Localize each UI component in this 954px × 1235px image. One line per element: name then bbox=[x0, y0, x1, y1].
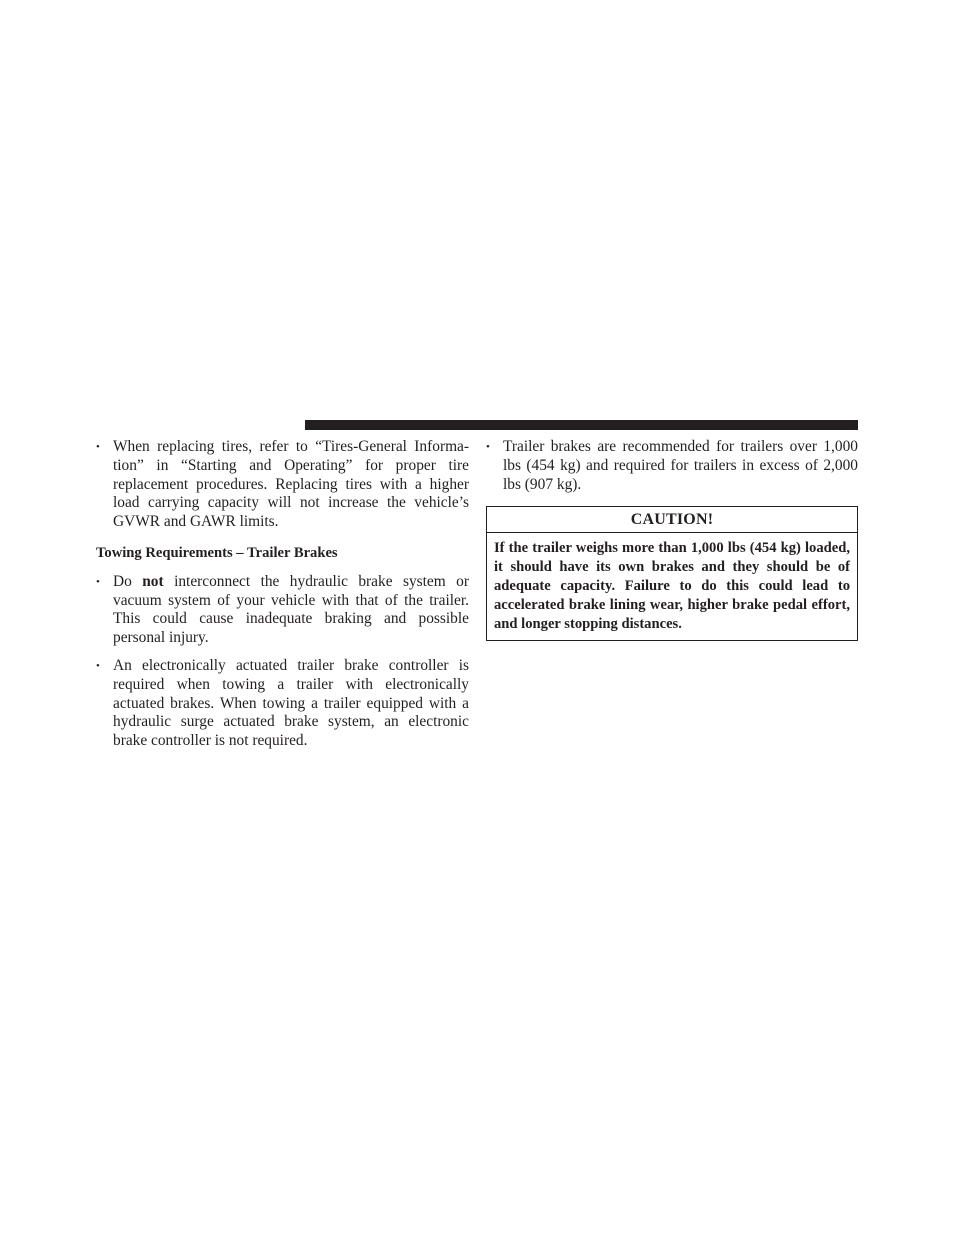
bullet-text: Trailer brakes are recommended for trailers over 1,000 lbs (454 kg) and required for trailers in excess of 2,000 lbs (907 kg). bbox=[503, 438, 858, 493]
bullet-text bbox=[113, 573, 469, 648]
caution-box bbox=[486, 506, 858, 641]
caution-title: CAUTION! bbox=[487, 507, 857, 533]
bullet-icon: • bbox=[96, 575, 100, 588]
bullet-text: An electronically actuated trailer brake controller is required when towing a trailer with electronically actuated brakes. When towing a trailer equipped with a hydraulic surge actuated brake system, an electronic brake controller is not required. bbox=[113, 656, 469, 750]
list-item bbox=[486, 438, 858, 494]
bullet-text-pre: Do bbox=[113, 572, 143, 590]
right-column bbox=[486, 438, 858, 641]
list-item bbox=[96, 573, 469, 648]
list-item bbox=[96, 438, 469, 532]
left-column bbox=[96, 438, 469, 760]
bullet-text: When replacing tires, refer to “Tires-General Informa- tion” in “Starting and Operating” for proper tire replacement procedures. Replacing tires with a higher load carrying capacity will not increase the vehicle’s GVWR and GAWR limits. bbox=[113, 438, 469, 531]
bullet-icon: • bbox=[96, 659, 100, 672]
bullet-icon: • bbox=[486, 441, 490, 453]
section-header-bar bbox=[305, 420, 858, 430]
list-item bbox=[96, 657, 469, 751]
caution-body: If the trailer weighs more than 1,000 lbs (454 kg) loaded, it should have its own brakes and they should be of adequate capacity. Failure to do this could lead to accelerated brake lining wear, higher brake pedal effort, and longer stopping distances. bbox=[494, 540, 850, 632]
bullet-text-post: interconnect the hydraulic brake system or vacuum system of your vehicle with that of the trailer. This could cause inadequate braking and possible personal injury. bbox=[113, 572, 469, 647]
bullet-icon: • bbox=[96, 441, 100, 453]
section-heading: Towing Requirements – Trailer Brakes bbox=[96, 544, 338, 561]
emphasis-text: not bbox=[142, 572, 164, 590]
